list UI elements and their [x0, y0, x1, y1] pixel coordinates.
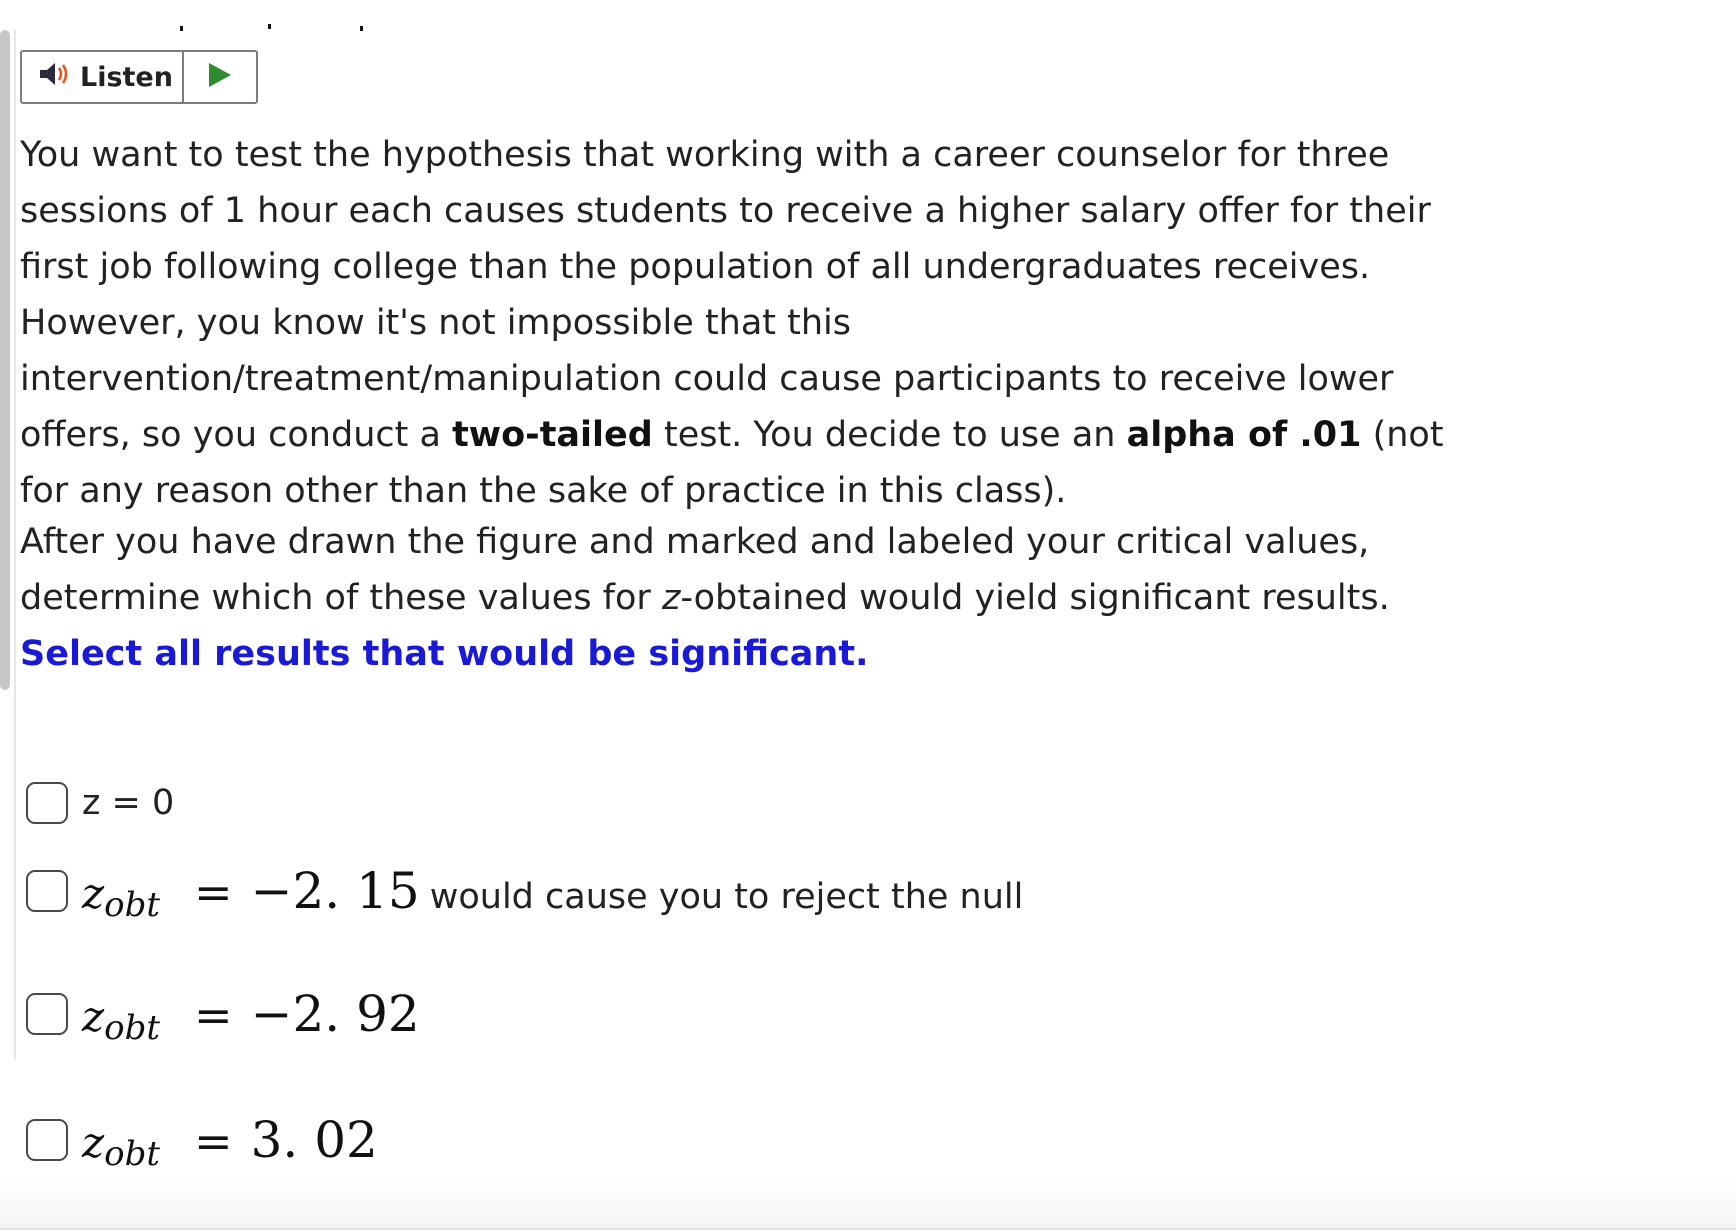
question-paragraph-2 — [20, 514, 1480, 682]
two-tailed-emphasis: two-tailed — [452, 415, 653, 455]
z-value: −2. 92 — [250, 985, 420, 1043]
option-1-checkbox[interactable] — [26, 782, 68, 824]
select-all-instruction: Select all results that would be significant. — [20, 634, 869, 674]
listen-label: Listen — [80, 61, 173, 93]
alpha-emphasis: alpha of .01 — [1126, 415, 1362, 455]
speaker-icon — [38, 61, 72, 94]
option-2-math — [82, 862, 1024, 925]
option-4-checkbox[interactable] — [26, 1119, 68, 1161]
play-icon — [207, 61, 233, 93]
scrollbar[interactable] — [0, 30, 10, 690]
option-3-math — [82, 985, 420, 1048]
equals-sign: = — [194, 865, 233, 919]
option-3-checkbox[interactable] — [26, 993, 68, 1035]
paragraph-1-text-a: You want to test the hypothesis that working with a career counselor for three sessions of 1 hour each causes students to receive a higher salary offer for their first job following college than the population of all undergraduates receives. However, you know it's not impossible that this intervention/treatment/manipulation could cause participants to receive lower offers, so you conduct a — [20, 135, 1431, 455]
listen-toolbar — [20, 50, 258, 104]
play-button[interactable] — [184, 52, 256, 102]
answer-option-1[interactable] — [26, 782, 174, 824]
answer-option-3[interactable] — [26, 985, 420, 1048]
option-2-checkbox[interactable] — [26, 870, 68, 912]
listen-button[interactable] — [22, 52, 184, 102]
equals-sign: = — [194, 1114, 233, 1168]
obt-subscript: obt — [104, 885, 161, 925]
z-variable: z — [82, 992, 105, 1041]
equals-sign: = — [194, 988, 233, 1042]
bottom-divider — [0, 1180, 1736, 1230]
obt-subscript: obt — [104, 1008, 161, 1048]
z-variable: z — [82, 1118, 105, 1167]
paragraph-2-text-b: -obtained would yield significant results. — [680, 578, 1390, 618]
paragraph-1-text-b: test. You decide to use an — [652, 415, 1127, 455]
content-left-border — [14, 30, 16, 1060]
z-value: −2. 15 — [250, 862, 420, 920]
option-2-trailing-text: would cause you to reject the null — [429, 877, 1024, 917]
paragraph-1-text-c: (not for any reason other than the sake of practice in this class). — [20, 415, 1444, 511]
question-paragraph-1 — [20, 127, 1480, 519]
z-italic: z — [661, 578, 681, 618]
option-4-math — [82, 1111, 378, 1174]
z-variable: z — [82, 869, 105, 918]
answer-option-4[interactable] — [26, 1111, 378, 1174]
clipped-text-remnant — [0, 24, 600, 36]
obt-subscript: obt — [104, 1134, 161, 1174]
option-1-label: z = 0 — [82, 783, 175, 823]
answer-option-2[interactable] — [26, 862, 1024, 925]
paragraph-2-text-a: After you have drawn the figure and marked and labeled your critical values, determine which of these values for — [20, 522, 1370, 618]
z-value: 3. 02 — [250, 1111, 378, 1169]
